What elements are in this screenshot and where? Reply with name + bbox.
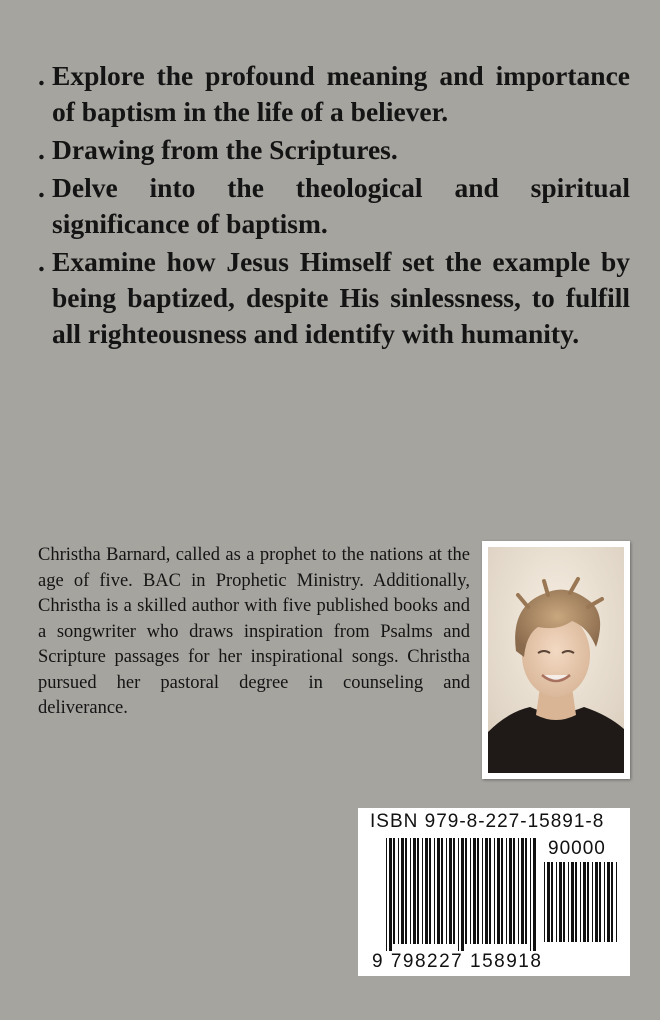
barcode-bar	[506, 838, 507, 944]
bullet-item	[38, 132, 630, 168]
barcode-bar	[592, 862, 593, 942]
barcode-bar	[501, 838, 503, 944]
barcode-bar	[568, 862, 569, 942]
feature-bullet-list	[38, 58, 630, 354]
author-bio: Christha Barnard, called as a prophet to the nations at the age of five. BAC in Prophetic Ministry. Additionally, Christha is a skilled author with five published books and a songwriter who draws inspiration from Psalms and Scripture passages for her inspirational songs. Christha pursued her pastoral degree in counseling and deliverance.	[38, 545, 470, 718]
bullet-text: Explore the profound meaning and importance of baptism in the life of a believer.	[52, 60, 630, 127]
barcode-bar	[422, 838, 423, 944]
barcode-bar	[429, 838, 431, 944]
barcode-bar	[405, 838, 407, 944]
barcode-bar	[509, 838, 512, 944]
barcode-bar	[607, 862, 610, 942]
barcode-bar	[547, 862, 550, 942]
barcode-bar	[413, 838, 416, 944]
barcode-bar	[571, 862, 574, 942]
barcode-bar	[485, 838, 488, 944]
barcode-bar	[386, 838, 387, 956]
bullet-item	[38, 58, 630, 130]
barcode-bar	[494, 838, 495, 944]
barcode-bar	[551, 862, 553, 942]
bullet-text: Drawing from the Scriptures.	[52, 134, 398, 165]
bullet-marker: .	[38, 134, 45, 165]
barcode-bar	[533, 838, 536, 956]
barcode-bar	[489, 838, 491, 944]
barcode-bar	[398, 838, 399, 944]
barcode-bar	[530, 838, 531, 956]
bullet-marker: .	[38, 246, 45, 277]
barcode-bar	[461, 838, 464, 956]
barcode-bar	[434, 838, 435, 944]
barcode-bar	[544, 862, 545, 942]
barcode-bar	[513, 838, 515, 944]
barcode-bar	[616, 862, 617, 942]
barcode-bar	[453, 838, 455, 944]
bullet-item	[38, 244, 630, 352]
barcode-bar	[477, 838, 479, 944]
barcode-bar	[518, 838, 519, 944]
barcode-bar	[410, 838, 411, 944]
barcode-bar	[470, 838, 471, 944]
barcode-bar	[563, 862, 565, 942]
barcode-bar	[437, 838, 440, 944]
barcode-bar	[559, 862, 562, 942]
barcode-bar	[521, 838, 524, 944]
barcode-bar	[580, 862, 581, 942]
barcode-bar	[465, 838, 467, 944]
barcode-bar	[425, 838, 428, 944]
barcode-bar	[599, 862, 601, 942]
barcode-bar	[449, 838, 452, 944]
barcode-bar	[575, 862, 577, 942]
barcode-bar	[497, 838, 500, 944]
bullet-text: Delve into the theological and spiritual significance of baptism.	[52, 172, 630, 239]
author-photo	[482, 541, 630, 779]
barcode-bar	[417, 838, 419, 944]
barcode-bar	[604, 862, 605, 942]
barcode-bar	[473, 838, 476, 944]
ean-barcode-bars	[386, 838, 536, 956]
barcode-bar	[611, 862, 613, 942]
isbn-label: ISBN 979-8-227-15891-8	[370, 811, 605, 832]
barcode-bar	[393, 838, 395, 944]
barcode-bar	[587, 862, 589, 942]
barcode-bar	[389, 838, 392, 956]
barcode-bar	[595, 862, 598, 942]
barcode-bar	[583, 862, 586, 942]
price-code: 90000	[548, 838, 606, 859]
author-portrait-image	[488, 547, 624, 773]
bullet-marker: .	[38, 172, 45, 203]
barcode-bar	[556, 862, 557, 942]
barcode-bar	[401, 838, 404, 944]
barcode-bar	[441, 838, 443, 944]
price-addon-barcode-bars	[544, 862, 620, 954]
barcode-bar	[482, 838, 483, 944]
bullet-text: Examine how Jesus Himself set the example by being baptized, despite His sinlessness, to fulfill all righteousness and identify with humanity.	[52, 246, 630, 349]
bullet-marker: .	[38, 60, 45, 91]
barcode-bar	[458, 838, 459, 956]
barcode-bar	[525, 838, 527, 944]
ean-digits: 9 798227 158918	[372, 951, 543, 972]
bullet-item	[38, 170, 630, 242]
isbn-barcode	[358, 808, 630, 976]
barcode-bar	[446, 838, 447, 944]
